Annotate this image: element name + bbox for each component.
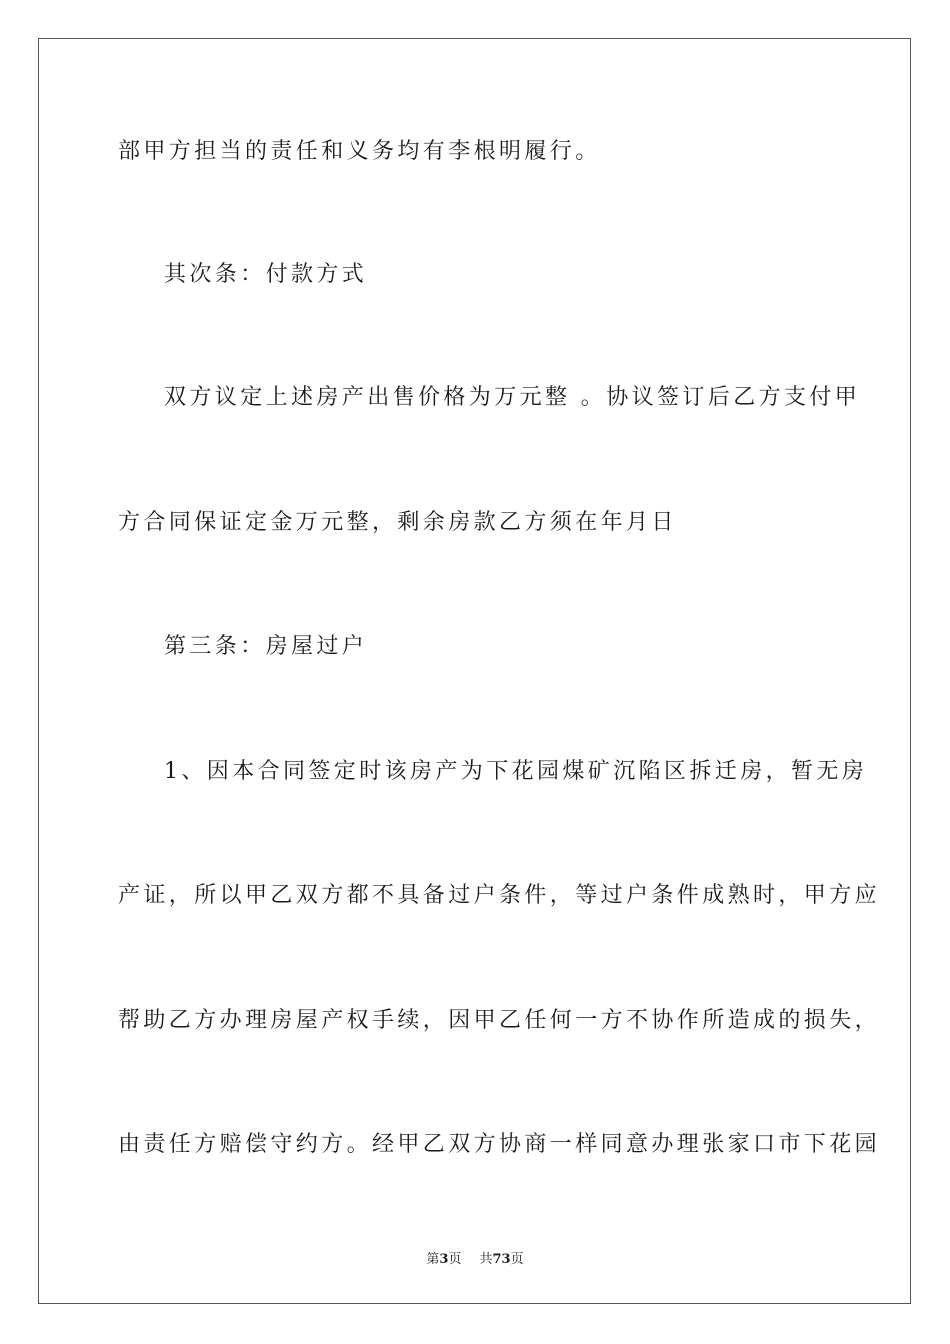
paragraph-line: 帮助乙方办理房屋产权手续，因甲乙任何一方不协作所造成的损失，: [118, 1008, 881, 1033]
page-frame: [38, 38, 911, 1304]
paragraph-line: 由责任方赔偿守约方。经甲乙双方协商一样同意办理张家口市下花园: [118, 1132, 881, 1157]
section-heading-payment: 其次条：付款方式: [164, 262, 368, 287]
section-heading-transfer: 第三条：房屋过户: [164, 634, 368, 659]
page-suffix: 页: [448, 1252, 462, 1267]
paragraph-line: 产证，所以甲乙双方都不具备过户条件，等过户条件成熟时，甲方应: [118, 883, 881, 908]
paragraph-line: 双方议定上述房产出售价格为万元整 。协议签订后乙方支付甲: [164, 385, 861, 410]
page-prefix: 第: [426, 1252, 440, 1267]
paragraph-line: 部甲方担当的责任和义务均有李根明履行。: [118, 139, 601, 164]
page-number: 3: [439, 1252, 449, 1267]
total-suffix: 页: [510, 1252, 524, 1267]
total-prefix: 共: [479, 1252, 493, 1267]
paragraph-line: 1、因本合同签定时该房产为下花园煤矿沉陷区拆迁房，暂无房: [164, 759, 868, 784]
paragraph-line: 方合同保证定金万元整，剩余房款乙方须在年月日: [118, 510, 677, 535]
total-pages: 73: [492, 1252, 511, 1267]
page-footer: [0, 1248, 950, 1267]
